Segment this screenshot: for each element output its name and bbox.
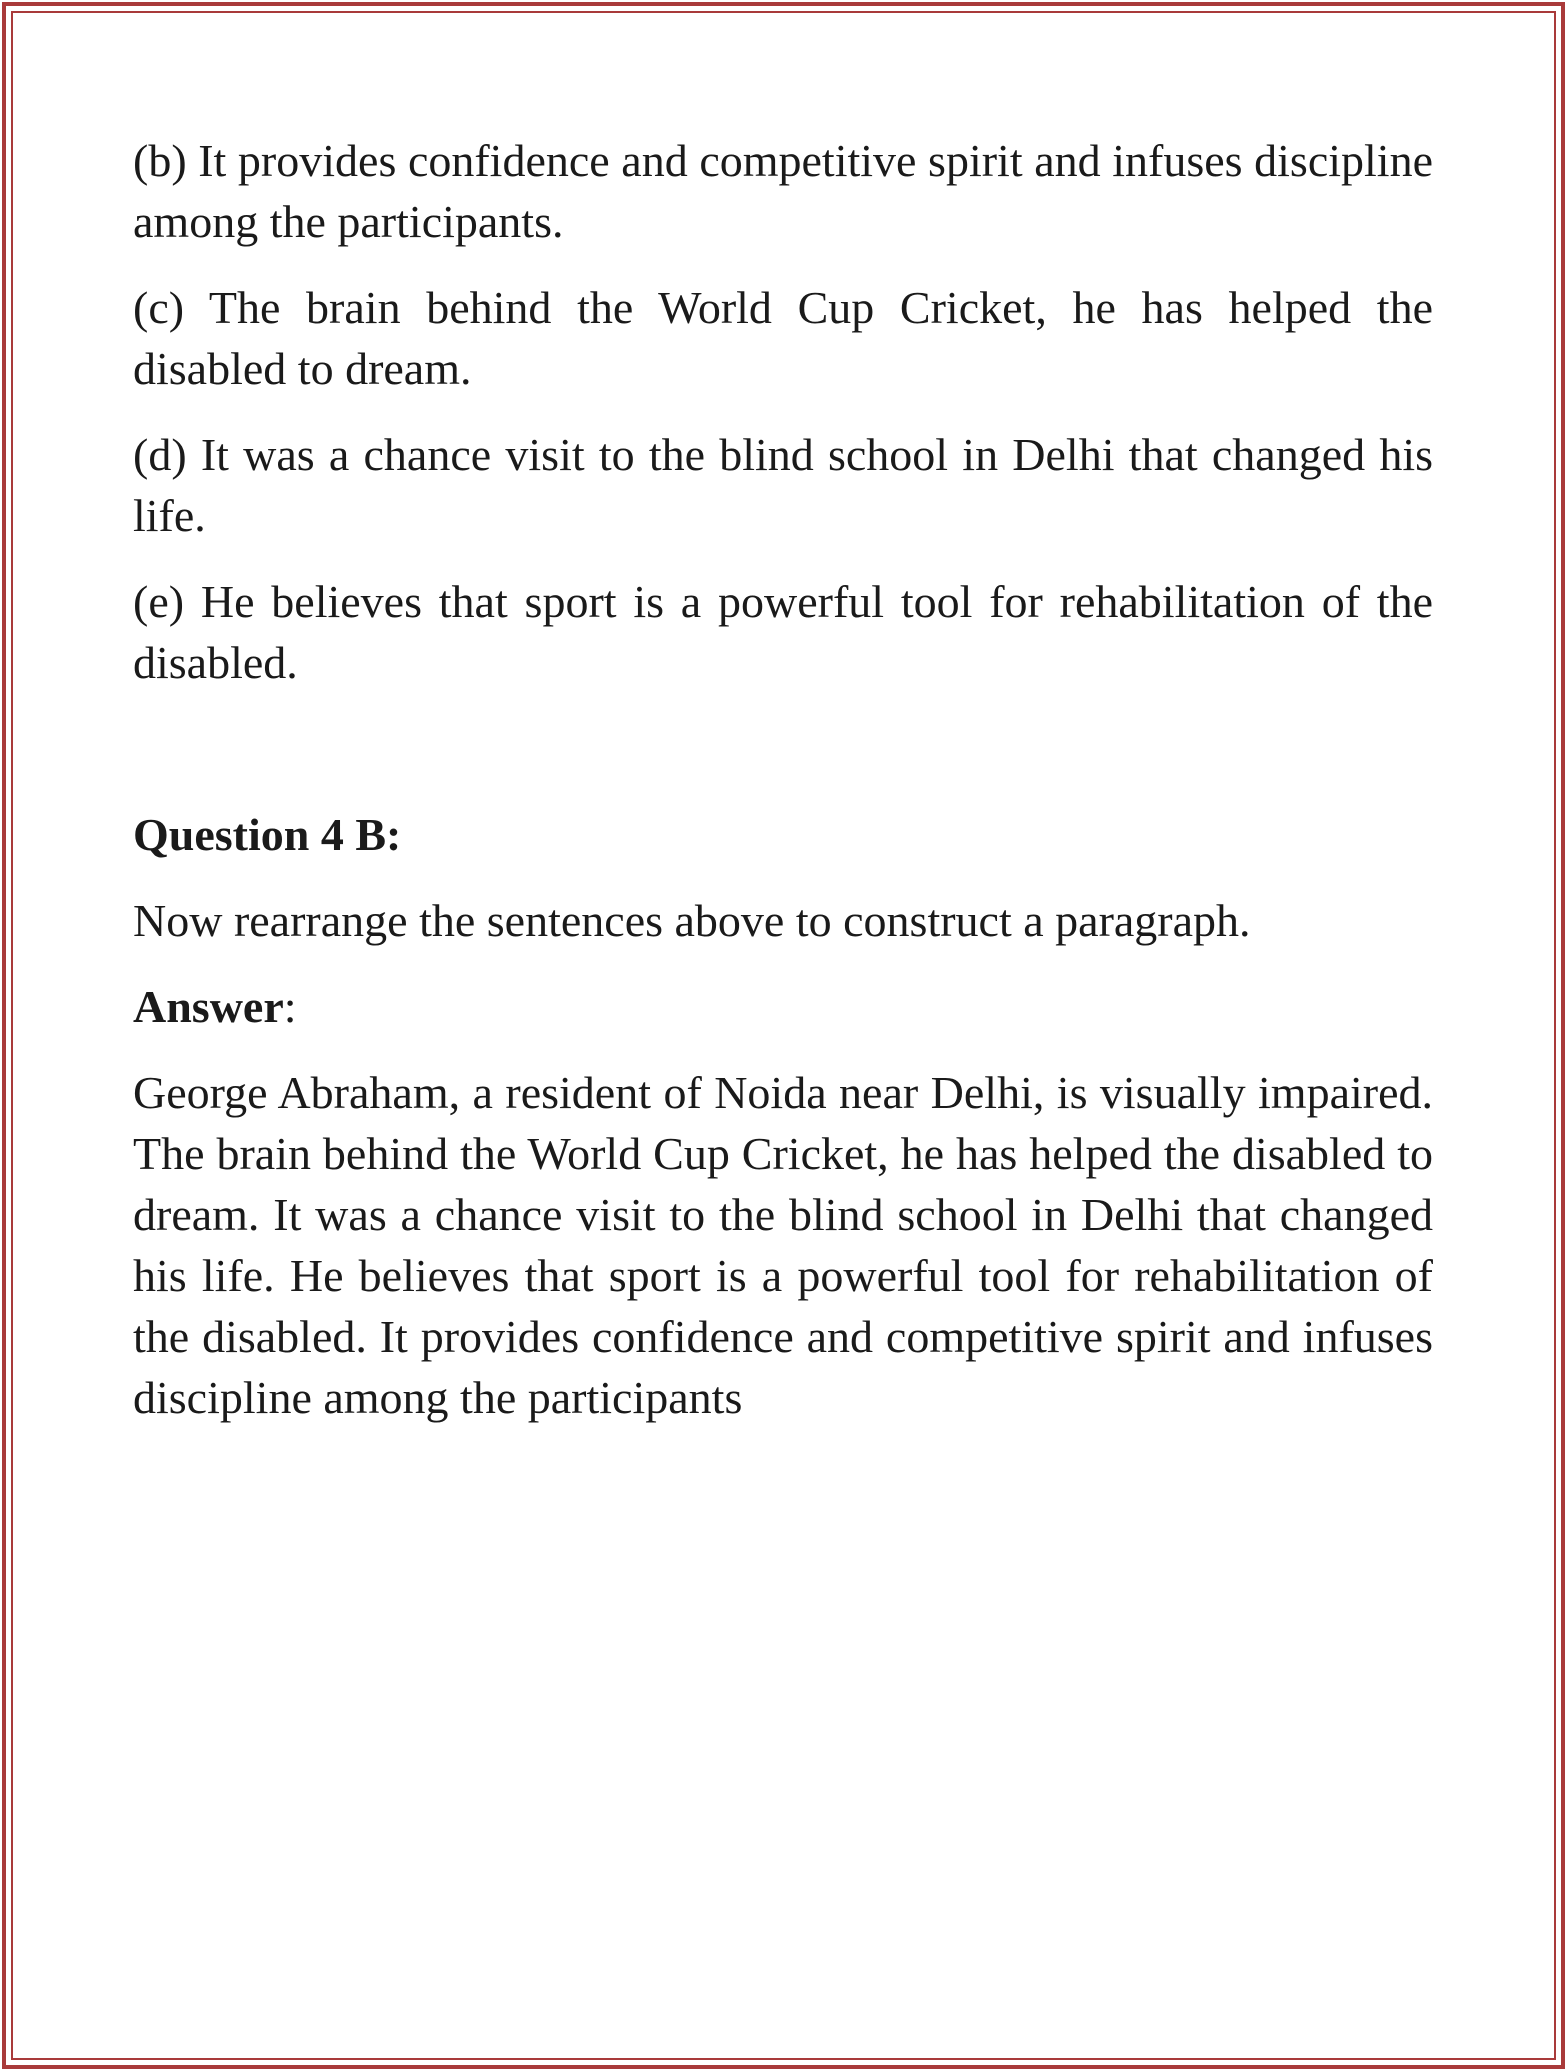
option-d: (d) It was a chance visit to the blind school in Delhi that changed his life. [133,429,1433,541]
answer-paragraph: George Abraham, a resident of Noida near Delhi, is visually impaired. The brain behind the World Cup Cricket, he has helped the disabled to dream. It was a chance visit to the blind school in Delhi that changed his life. He believes that sport is a powerful tool for rehabilitation of the disabled. It provides confidence and competitive spirit and infuses discipline among the participants [133,1067,1433,1423]
option-e: (e) He believes that sport is a powerful tool for rehabilitation of the disabled. [133,576,1433,688]
option-b: (b) It provides confidence and competitive spirit and infuses discipline among the participants. [133,135,1433,247]
answer-label-text: Answer [133,981,284,1032]
question-heading: Question 4 B: [133,809,402,860]
option-c: (c) The brain behind the World Cup Cricket, he has helped the disabled to dream. [133,282,1433,394]
answer-label-colon: : [283,981,297,1032]
answer-label [133,976,1433,1037]
document-body [133,130,1433,1428]
question-text: Now rearrange the sentences above to construct a paragraph. [133,895,1251,946]
section-spacer [133,718,1433,804]
